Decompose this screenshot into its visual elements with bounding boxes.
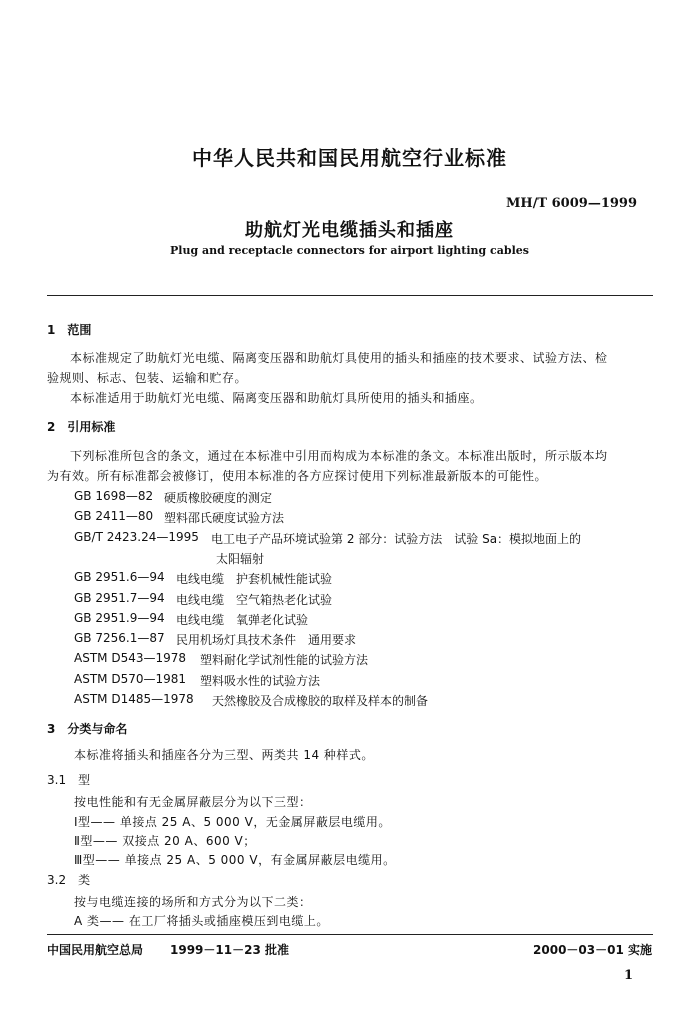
reference-code: GB 2951.9—94	[74, 611, 165, 625]
reference-name: 民用机场灯具技术条件 通用要求	[176, 633, 357, 647]
reference-code: ASTM D1485—1978	[74, 692, 194, 706]
reference-name: 电工电子产品环境试验第 2 部分：试验方法 试验 Sa：模拟地面上的	[211, 532, 582, 546]
reference-code: GB 2411—80	[74, 509, 154, 523]
section-3-para: 本标准将插头和插座各分为三型、两类共 14 种样式。	[74, 748, 374, 762]
reference-code: ASTM D570—1981	[74, 672, 187, 686]
reference-name: 天然橡胶及合成橡胶的取样及样本的制备	[212, 694, 429, 708]
section-2-para-line-2: 为有效。所有标准都会被修订，使用本标准的各方应探讨使用下列标准最新版本的可能性。	[47, 469, 548, 483]
section-1-para-1-line-2: 验规则、标志、包装、运输和贮存。	[47, 371, 248, 385]
header-divider	[47, 295, 653, 296]
standard-number: MH/T 6009—1999	[506, 196, 637, 211]
section-3-heading: 3 分类与命名	[47, 722, 128, 736]
section-2-heading: 2 引用标准	[47, 420, 116, 434]
reference-name: 塑料邵氏硬度试验方法	[164, 511, 285, 525]
section-1-para-2: 本标准适用于助航灯光电缆、隔离变压器和助航灯具所使用的插头和插座。	[70, 391, 483, 405]
section-3-2-heading: 3.2 类	[47, 873, 91, 887]
english-title: Plug and receptacle connectors for airport lighting cables	[170, 244, 529, 257]
reference-name: 硬质橡胶硬度的测定	[164, 491, 273, 505]
reference-code: GB 2951.6—94	[74, 570, 165, 584]
standard-category: 中华人民共和国民用航空行业标准	[192, 146, 507, 170]
section-3-2-intro: 按与电缆连接的场所和方式分为以下二类：	[74, 895, 312, 909]
reference-name: 电线电缆 氧弹老化试验	[176, 613, 309, 627]
footer-effective-date: 2000－03－01 实施	[533, 943, 652, 957]
footer-issuer: 中国民用航空总局	[47, 943, 144, 957]
reference-code: GB 2951.7—94	[74, 591, 165, 605]
footer-divider	[47, 934, 653, 935]
page-number: 1	[623, 968, 633, 983]
reference-name: 太阳辐射	[216, 552, 265, 566]
reference-name: 电线电缆 护套机械性能试验	[176, 572, 333, 586]
type-1-item: Ⅰ型—— 单接点 25 A、5 000 V，无金属屏蔽层电缆用。	[74, 815, 391, 829]
section-3-1-heading: 3.1 型	[47, 773, 91, 787]
section-2-para-line-1: 下列标准所包含的条文，通过在本标准中引用而构成为本标准的条文。本标准出版时，所示版本均	[70, 449, 608, 463]
footer-issue-date: 1999－11－23 批准	[170, 943, 289, 957]
reference-code: ASTM D543—1978	[74, 651, 187, 665]
section-3-1-intro: 按电性能和有无金属屏蔽层分为以下三型：	[74, 795, 312, 809]
type-2-item: Ⅱ型—— 双接点 20 A、600 V；	[74, 834, 256, 848]
reference-name: 塑料耐化学试剂性能的试验方法	[200, 653, 369, 667]
reference-code: GB/T 2423.24—1995	[74, 530, 199, 544]
reference-code: GB 7256.1—87	[74, 631, 165, 645]
type-3-item: Ⅲ型—— 单接点 25 A、5 000 V，有金属屏蔽层电缆用。	[74, 853, 396, 867]
reference-name: 电线电缆 空气箱热老化试验	[176, 593, 333, 607]
reference-code: GB 1698—82	[74, 489, 154, 503]
section-1-heading: 1 范围	[47, 323, 92, 337]
class-a-item: A 类—— 在工厂将插头或插座模压到电缆上。	[74, 914, 329, 928]
section-1-para-1-line-1: 本标准规定了助航灯光电缆、隔离变压器和助航灯具使用的插头和插座的技术要求、试验方法、检	[70, 351, 608, 365]
reference-name: 塑料吸水性的试验方法	[200, 674, 321, 688]
page-title: 助航灯光电缆插头和插座	[245, 220, 454, 241]
